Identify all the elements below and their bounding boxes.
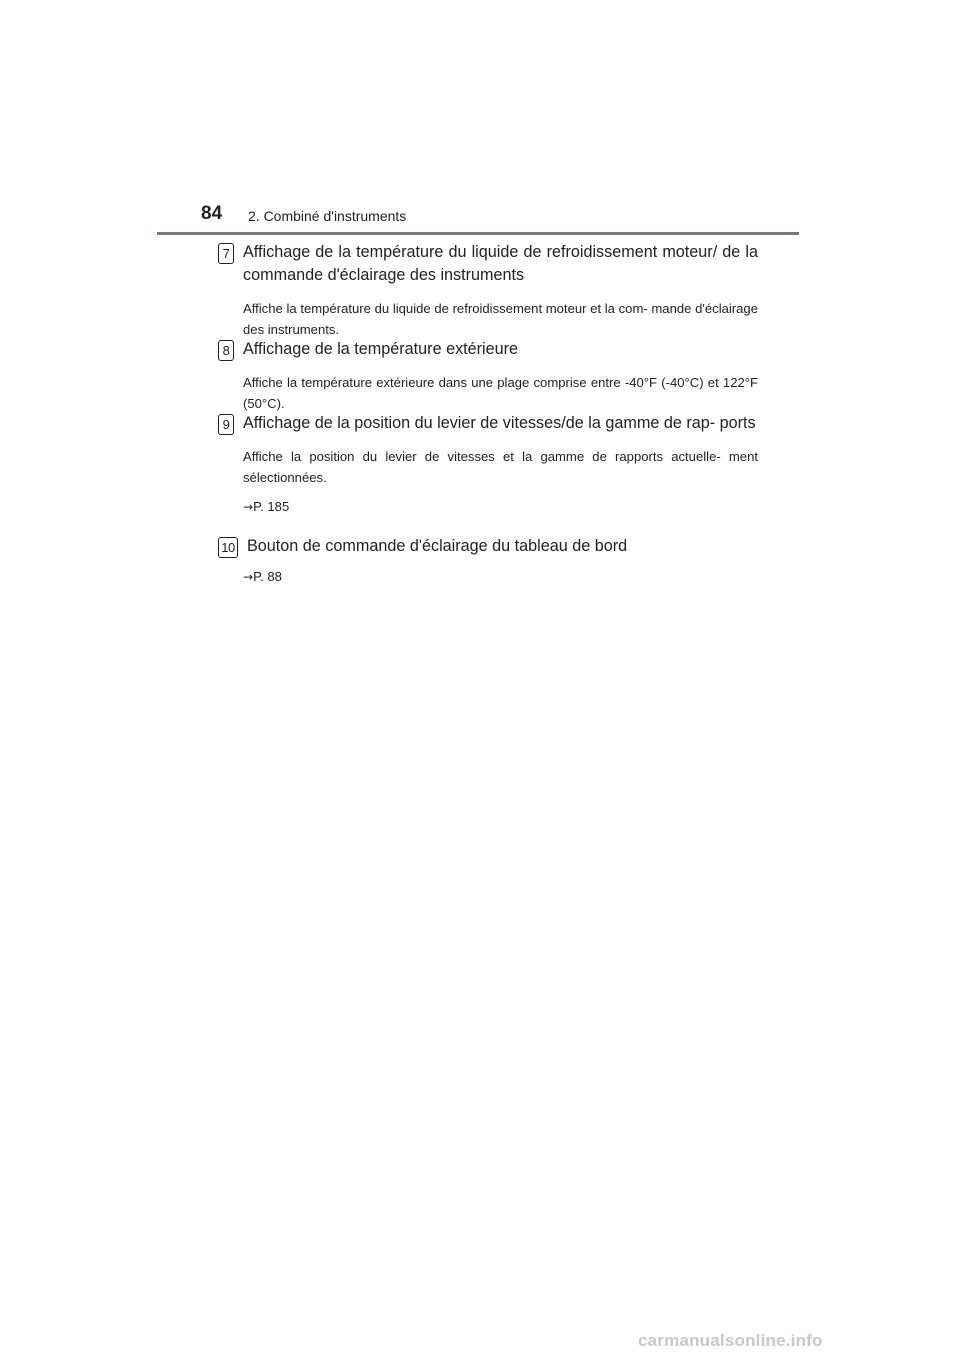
section-title: 2. Combiné d'instruments [248,208,407,224]
watermark: carmanualsonline.info [638,1331,823,1350]
item-number-badge: 9 [218,414,234,435]
page-reference-label: P. 88 [253,569,282,584]
right-arrow-icon: → [243,570,254,584]
list-item-8 [218,338,758,414]
item-number-badge: 8 [218,340,234,361]
page-reference-link[interactable] [243,567,758,587]
right-arrow-icon: → [243,500,254,514]
item-description: Affiche la température du liquide de refroidissement moteur et la com- mande d'éclairage des instruments. [243,301,758,337]
item-number-badge: 7 [218,243,234,264]
item-number-badge: 10 [218,537,238,558]
item-title: Bouton de commande d'éclairage du tableau de bord [247,537,628,555]
item-title: Affichage de la température du liquide de refroidissement moteur/ de la commande d'éclairage des instruments [243,243,758,284]
page-reference-link[interactable] [243,497,758,517]
page-number: 84 [201,203,223,224]
list-item-7 [218,241,758,340]
item-description: Affiche la position du levier de vitesses et la gamme de rapports actuelle- ment sélectionnées. [243,449,758,485]
item-title: Affichage de la température extérieure [243,340,519,358]
page-reference-label: P. 185 [253,499,290,514]
list-item-9 [218,412,758,517]
item-title: Affichage de la position du levier de vitesses/de la gamme de rap- ports [243,414,756,432]
header-rule [157,232,799,235]
item-description: Affiche la température extérieure dans une plage comprise entre -40°F (-40°C) et 122°F (50°C). [243,375,758,411]
list-item-10 [218,535,758,587]
